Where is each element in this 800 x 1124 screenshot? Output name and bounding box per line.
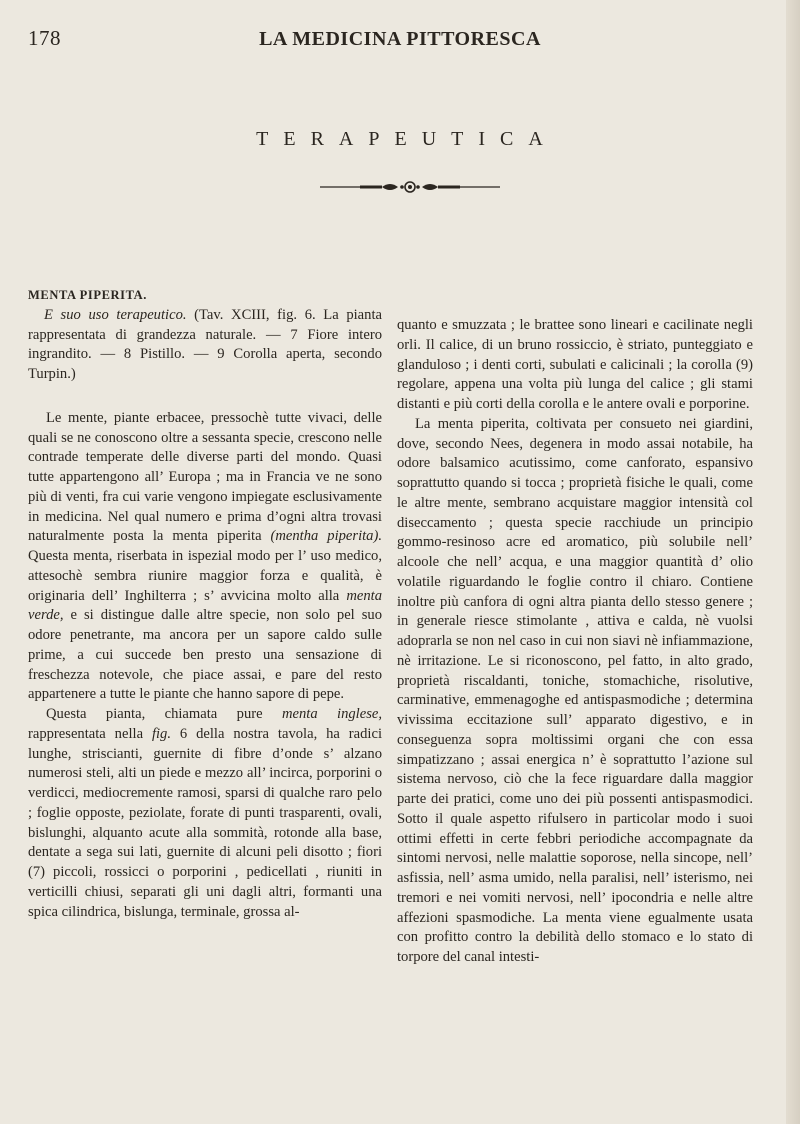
article-heading: MENTA PIPERITA. [28,288,147,302]
paragraph-text: Questa menta, riserbata in ispezial modo per l’ uso medico, attesochè sembra riunire maggior forza e qualità, è originaria dell’ Inghilterra ; s’ avvicina molto alla [28,548,382,604]
decorative-rule-ornament-icon [320,180,500,194]
figure-caption [28,306,382,385]
paragraph: quanto e smuzzata ; le brattee sono lineari e cacilinate negli orli. Il calice, di un bruno rossiccio, è striato, punteggiato e glanduloso ; i denti corti, subulati e calicinali ; la corolla (9) regolare, appena una volta più lunga del calice ; gli stami distanti e più corti della corolla e le antere ovali e porporine. [397,317,753,412]
paragraph [28,705,382,922]
caption-text: (Tav. XCIII, fig. 6. La pianta rappresentata di grandezza naturale. — 7 Fiore intero ingrandito. — 8 Pistillo. — 9 Corolla aperta, secondo Turpin.) [28,306,382,382]
running-title: LA MEDICINA PITTORESCA [259,28,541,50]
paragraph [28,409,382,705]
paragraph-text: 6 della nostra tavola, ha radici lunghe, striscianti, guernite di fibre d’onde s’ alzano numerosi steli, alti un piede e mezzo all’ incirca, porporini o verdicci, mediocremente ramosi, sparsi di qualche raro pelo ; foglie opposte, peziolate, forate di punti trasparenti, ovali, bislunghi, alquanto acute alla sommità, rotonde alla base, dentate a sega sui lati, guernite di alcuni peli disotto ; fiori (7) piccoli, rossicci o porporini , pedicellati , riuniti in verticilli chiusi, separati gli uni dagli altri, formanti una spica cilindrica, bislunga, terminale, grossa al- [28,725,383,920]
section-title: TERAPEUTICA [256,128,558,150]
paragraph-text: Questa pianta, chiamata pure [46,706,263,722]
paragraph-text: rappresentata nella [28,725,144,742]
running-head [0,26,800,52]
page-edge [786,0,800,1124]
caption-title: E suo uso terapeutico. [44,306,187,323]
right-column [397,316,753,968]
figure-reference: fig. [143,725,171,742]
paragraph-text: e si distingue dalle altre specie, non solo pel suo odore penetrante, ma ancora per un sapore caldo sulle prime, a cui succede ben presto una sensazione di freschezza notevole, che piace assai, e pare del resto appartenere a tutte le piante che hanno sapore di pepe. [28,607,382,703]
species-name: menta inglese, [262,706,382,722]
paragraph: La menta piperita, coltivata per consueto nei giardini, dove, secondo Nees, degenera in modo assai notabile, ha odore balsamico acutissimo, come canforato, espansivo soprattutto quando si tocca ; proprietà fisiche le quali, come le altre mente, sembrano acquistare maggior intensità col diseccamento ; questa specie racchiude un principio gommo-resinoso acre ed aromatico, più solubile nell’ alcoole che nell’ acqua, e una maggior quantità d’ olio volatile riguardando le foglie contro il chiaro. Contiene inoltre più canfora di ogni altra pianta dello stesso genere ; in generale riesce stimolante , attiva e calda, nè vuolsi adoprarla se non nel caso in cui non siavi nè infiammazione, nè irritazione. Le si riconoscono, pel fatto, in alto grado, proprietà riscaldanti, toniche, stomachiche, risolutive, carminative, emmenagoghe ed antispasmodiche ; determina vivissima eccitazione sull’ apparato digestivo, e in conseguenza sopra moltissimi organi che con essa simpatizzano ; assai energica n’ è soprattutto l’azione sul sistema nervoso, ciò che la fece riguardare dalla maggior parte dei pratici, come uno dei più possenti antispasmodici. Sotto il quale aspetto rifulsero in particolar modo i suoi ottimi effetti in certe febbri periodiche accompagnate da sintomi nervosi, nelle malattie soporose, nella sincope, nell’ asfissia, nell’ asma umido, nella paralisi, nell’ isterismo, nei tremori e nei vomiti nervosi, nell’ ipocondria e nelle altre affezioni spasmodiche. La menta viene egualmente usata con profitto contro la debilità dello stomaco e lo stato di torpore del canal intesti- [397,415,753,965]
page-number: 178 [28,26,61,50]
paragraph-text: Le mente, piante erbacee, pressochè tutte vivaci, delle quali se ne conoscono oltre a sessanta specie, crescono nelle contrade temperate delle diverse parti del mondo. Quasi tutte appartengono all’ Europa ; ma in Francia ve ne sono più di venti, fra cui varie vengono impiegate esclusivamente in medicina. Nel qual numero e prima d’ogni altra trovasi naturalmente posta la menta piperita [28,409,382,545]
species-name: (mentha piperita). [261,528,382,545]
species-name: menta verde, [28,587,382,624]
left-column [28,286,382,922]
